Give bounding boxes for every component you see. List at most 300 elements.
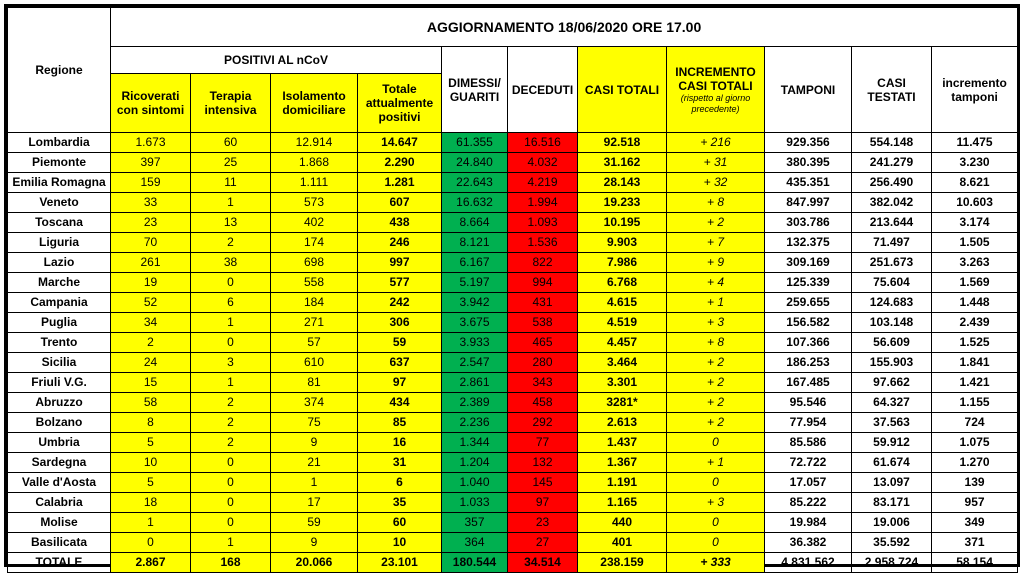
cell-tamponi: 435.351 [765,173,852,193]
cell-regione: Umbria [8,433,111,453]
cell-casi-testati: 61.674 [852,453,932,473]
cell-casi-totali: 6.768 [578,273,667,293]
cell-dimessi: 3.675 [442,313,508,333]
cell-isolamento: 57 [271,333,358,353]
cell-casi-totali: 2.613 [578,413,667,433]
cell-incremento: + 8 [667,193,765,213]
cell-totale-positivi: 97 [358,373,442,393]
cell-isolamento: 1.111 [271,173,358,193]
cell-terapia: 2 [191,413,271,433]
cell-dimessi: 6.167 [442,253,508,273]
cell-totale-positivi: 16 [358,433,442,453]
cell-totale-positivi: 246 [358,233,442,253]
cell-casi-testati: 75.604 [852,273,932,293]
table-row [8,433,1018,453]
cell-totale-positivi: 1.281 [358,173,442,193]
header-terapia: Terapia intensiva [191,74,271,133]
cell-terapia: 2 [191,433,271,453]
cell-deceduti: 1.994 [508,193,578,213]
cell-isolamento: 81 [271,373,358,393]
cell-incremento-tamponi: 8.621 [932,173,1018,193]
cell-regione: Veneto [8,193,111,213]
cell-deceduti: 97 [508,493,578,513]
cell-deceduti: 132 [508,453,578,473]
cell-incremento-tamponi: 1.155 [932,393,1018,413]
cell-deceduti: 23 [508,513,578,533]
cell-terapia: 11 [191,173,271,193]
cell-regione: Basilicata [8,533,111,553]
cell-tamponi: 72.722 [765,453,852,473]
cell-terapia: 0 [191,473,271,493]
cell-tamponi: 85.222 [765,493,852,513]
table-row [8,453,1018,473]
cell-tamponi: 125.339 [765,273,852,293]
cell-deceduti: 1.093 [508,213,578,233]
cell-dimessi: 2.389 [442,393,508,413]
cell-casi-totali: 7.986 [578,253,667,273]
cell-ricoverati: 0 [111,533,191,553]
cell-isolamento: 20.066 [271,553,358,573]
table-row [8,233,1018,253]
cell-dimessi: 1.033 [442,493,508,513]
cell-casi-testati: 59.912 [852,433,932,453]
cell-ricoverati: 15 [111,373,191,393]
cell-terapia: 1 [191,313,271,333]
cell-casi-testati: 241.279 [852,153,932,173]
cell-tamponi: 132.375 [765,233,852,253]
cell-casi-totali: 3.464 [578,353,667,373]
cell-dimessi: 5.197 [442,273,508,293]
cell-totale-positivi: 434 [358,393,442,413]
cell-ricoverati: 2 [111,333,191,353]
covid-report-table-frame [4,4,1020,567]
cell-regione: TOTALE [8,553,111,573]
cell-dimessi: 8.664 [442,213,508,233]
cell-totale-positivi: 59 [358,333,442,353]
cell-totale-positivi: 997 [358,253,442,273]
cell-incremento: 0 [667,473,765,493]
cell-ricoverati: 1 [111,513,191,533]
cell-tamponi: 929.356 [765,133,852,153]
cell-tamponi: 36.382 [765,533,852,553]
cell-terapia: 38 [191,253,271,273]
cell-dimessi: 1.204 [442,453,508,473]
cell-deceduti: 994 [508,273,578,293]
cell-isolamento: 75 [271,413,358,433]
cell-casi-testati: 554.148 [852,133,932,153]
cell-totale-positivi: 438 [358,213,442,233]
cell-totale-positivi: 85 [358,413,442,433]
cell-incremento: + 3 [667,313,765,333]
cell-deceduti: 822 [508,253,578,273]
cell-totale-positivi: 6 [358,473,442,493]
cell-casi-totali: 1.367 [578,453,667,473]
cell-incremento-tamponi: 58.154 [932,553,1018,573]
cell-totale-positivi: 23.101 [358,553,442,573]
cell-casi-totali: 1.191 [578,473,667,493]
cell-dimessi: 2.236 [442,413,508,433]
cell-ricoverati: 397 [111,153,191,173]
cell-incremento-tamponi: 1.448 [932,293,1018,313]
table-row [8,473,1018,493]
cell-incremento: + 2 [667,353,765,373]
header-ricoverati: Ricoverati con sintomi [111,74,191,133]
cell-isolamento: 59 [271,513,358,533]
cell-tamponi: 77.954 [765,413,852,433]
cell-regione: Sardegna [8,453,111,473]
cell-dimessi: 24.840 [442,153,508,173]
cell-dimessi: 1.344 [442,433,508,453]
cell-dimessi: 3.933 [442,333,508,353]
cell-casi-testati: 97.662 [852,373,932,393]
cell-incremento: + 1 [667,453,765,473]
cell-casi-testati: 35.592 [852,533,932,553]
cell-isolamento: 374 [271,393,358,413]
cell-isolamento: 1 [271,473,358,493]
cell-terapia: 0 [191,273,271,293]
table-row [8,193,1018,213]
cell-ricoverati: 23 [111,213,191,233]
table-row [8,153,1018,173]
cell-incremento-tamponi: 1.505 [932,233,1018,253]
cell-deceduti: 4.219 [508,173,578,193]
cell-tamponi: 156.582 [765,313,852,333]
cell-tamponi: 95.546 [765,393,852,413]
cell-incremento: + 1 [667,293,765,313]
cell-regione: Sicilia [8,353,111,373]
cell-incremento: + 2 [667,213,765,233]
cell-isolamento: 573 [271,193,358,213]
cell-incremento: 0 [667,533,765,553]
cell-casi-totali: 1.165 [578,493,667,513]
cell-casi-totali: 4.519 [578,313,667,333]
cell-ricoverati: 70 [111,233,191,253]
cell-ricoverati: 2.867 [111,553,191,573]
cell-incremento-tamponi: 139 [932,473,1018,493]
header-isolamento: Isolamento domiciliare [271,74,358,133]
table-row [8,413,1018,433]
cell-casi-totali: 401 [578,533,667,553]
header-incremento-tamponi: incremento tamponi [932,47,1018,133]
covid-report-table [7,7,1018,573]
cell-regione: Campania [8,293,111,313]
cell-incremento: + 9 [667,253,765,273]
cell-totale-positivi: 637 [358,353,442,373]
cell-totale-positivi: 10 [358,533,442,553]
cell-incremento: + 2 [667,373,765,393]
report-title: AGGIORNAMENTO 18/06/2020 ORE 17.00 [111,8,1018,47]
cell-isolamento: 558 [271,273,358,293]
cell-incremento-tamponi: 3.174 [932,213,1018,233]
cell-deceduti: 16.516 [508,133,578,153]
cell-deceduti: 1.536 [508,233,578,253]
cell-regione: Puglia [8,313,111,333]
cell-ricoverati: 5 [111,433,191,453]
cell-regione: Valle d'Aosta [8,473,111,493]
header-deceduti: DECEDUTI [508,47,578,133]
cell-incremento-tamponi: 1.421 [932,373,1018,393]
cell-regione: Liguria [8,233,111,253]
cell-incremento: + 31 [667,153,765,173]
cell-totale-positivi: 306 [358,313,442,333]
cell-totale-positivi: 2.290 [358,153,442,173]
table-row [8,273,1018,293]
cell-dimessi: 364 [442,533,508,553]
cell-terapia: 0 [191,333,271,353]
cell-deceduti: 4.032 [508,153,578,173]
table-body [8,133,1018,573]
cell-deceduti: 431 [508,293,578,313]
cell-casi-testati: 124.683 [852,293,932,313]
cell-totale-positivi: 31 [358,453,442,473]
cell-isolamento: 21 [271,453,358,473]
cell-regione: Calabria [8,493,111,513]
cell-terapia: 1 [191,193,271,213]
cell-regione: Lazio [8,253,111,273]
cell-incremento: + 2 [667,393,765,413]
cell-incremento-tamponi: 349 [932,513,1018,533]
cell-deceduti: 145 [508,473,578,493]
cell-regione: Piemonte [8,153,111,173]
cell-totale-positivi: 14.647 [358,133,442,153]
cell-terapia: 25 [191,153,271,173]
cell-isolamento: 698 [271,253,358,273]
cell-incremento-tamponi: 1.270 [932,453,1018,473]
total-row [8,553,1018,573]
table-row [8,133,1018,153]
cell-tamponi: 380.395 [765,153,852,173]
cell-casi-totali: 28.143 [578,173,667,193]
cell-casi-testati: 13.097 [852,473,932,493]
cell-regione: Abruzzo [8,393,111,413]
cell-tamponi: 259.655 [765,293,852,313]
cell-incremento-tamponi: 371 [932,533,1018,553]
cell-ricoverati: 58 [111,393,191,413]
cell-isolamento: 610 [271,353,358,373]
cell-casi-testati: 256.490 [852,173,932,193]
cell-ricoverati: 1.673 [111,133,191,153]
cell-incremento: + 216 [667,133,765,153]
cell-deceduti: 34.514 [508,553,578,573]
cell-tamponi: 186.253 [765,353,852,373]
table-row [8,293,1018,313]
cell-dimessi: 2.547 [442,353,508,373]
cell-casi-testati: 64.327 [852,393,932,413]
header-positivi-group: POSITIVI AL nCoV [111,47,442,74]
cell-isolamento: 12.914 [271,133,358,153]
header-totale-positivi: Totale attualmente positivi [358,74,442,133]
cell-casi-testati: 251.673 [852,253,932,273]
table-row [8,353,1018,373]
cell-incremento: + 3 [667,493,765,513]
table-row [8,373,1018,393]
cell-incremento-tamponi: 2.439 [932,313,1018,333]
cell-incremento-tamponi: 1.525 [932,333,1018,353]
cell-deceduti: 458 [508,393,578,413]
cell-incremento-tamponi: 1.569 [932,273,1018,293]
cell-dimessi: 61.355 [442,133,508,153]
cell-terapia: 0 [191,453,271,473]
header-casi-totali: CASI TOTALI [578,47,667,133]
cell-regione: Lombardia [8,133,111,153]
cell-casi-testati: 56.609 [852,333,932,353]
cell-casi-totali: 1.437 [578,433,667,453]
cell-incremento: + 2 [667,413,765,433]
cell-ricoverati: 52 [111,293,191,313]
cell-regione: Molise [8,513,111,533]
cell-incremento: + 32 [667,173,765,193]
cell-tamponi: 847.997 [765,193,852,213]
cell-casi-totali: 4.457 [578,333,667,353]
cell-ricoverati: 5 [111,473,191,493]
cell-casi-totali: 3281* [578,393,667,413]
table-row [8,533,1018,553]
cell-terapia: 13 [191,213,271,233]
cell-dimessi: 2.861 [442,373,508,393]
cell-regione: Bolzano [8,413,111,433]
cell-terapia: 1 [191,533,271,553]
cell-incremento-tamponi: 11.475 [932,133,1018,153]
table-row [8,253,1018,273]
cell-tamponi: 4.831.562 [765,553,852,573]
cell-totale-positivi: 242 [358,293,442,313]
cell-tamponi: 85.586 [765,433,852,453]
cell-deceduti: 77 [508,433,578,453]
cell-dimessi: 16.632 [442,193,508,213]
cell-deceduti: 280 [508,353,578,373]
cell-casi-testati: 37.563 [852,413,932,433]
cell-isolamento: 1.868 [271,153,358,173]
cell-regione: Toscana [8,213,111,233]
cell-deceduti: 343 [508,373,578,393]
cell-terapia: 0 [191,493,271,513]
table-row [8,513,1018,533]
table-row [8,213,1018,233]
cell-incremento: + 8 [667,333,765,353]
cell-deceduti: 292 [508,413,578,433]
cell-incremento-tamponi: 3.230 [932,153,1018,173]
cell-incremento-tamponi: 1.841 [932,353,1018,373]
header-incremento-label: INCREMENTO CASI TOTALI [675,64,756,93]
cell-ricoverati: 261 [111,253,191,273]
cell-totale-positivi: 35 [358,493,442,513]
cell-isolamento: 271 [271,313,358,333]
cell-casi-testati: 103.148 [852,313,932,333]
cell-terapia: 3 [191,353,271,373]
cell-regione: Friuli V.G. [8,373,111,393]
cell-casi-testati: 2.958.724 [852,553,932,573]
cell-terapia: 6 [191,293,271,313]
cell-terapia: 0 [191,513,271,533]
cell-casi-totali: 4.615 [578,293,667,313]
cell-tamponi: 107.366 [765,333,852,353]
cell-deceduti: 27 [508,533,578,553]
header-incremento-note: (rispetto al giorno precedente) [680,92,751,114]
cell-incremento: + 333 [667,553,765,573]
cell-dimessi: 357 [442,513,508,533]
cell-terapia: 1 [191,373,271,393]
header-tamponi: TAMPONI [765,47,852,133]
cell-totale-positivi: 60 [358,513,442,533]
cell-incremento-tamponi: 724 [932,413,1018,433]
cell-ricoverati: 24 [111,353,191,373]
cell-deceduti: 465 [508,333,578,353]
cell-dimessi: 22.643 [442,173,508,193]
cell-incremento: + 4 [667,273,765,293]
table-row [8,393,1018,413]
cell-incremento: 0 [667,513,765,533]
cell-casi-testati: 19.006 [852,513,932,533]
header-dimessi: DIMESSI/ GUARITI [442,47,508,133]
cell-ricoverati: 8 [111,413,191,433]
cell-isolamento: 184 [271,293,358,313]
cell-casi-testati: 382.042 [852,193,932,213]
cell-terapia: 168 [191,553,271,573]
cell-totale-positivi: 577 [358,273,442,293]
cell-terapia: 2 [191,393,271,413]
cell-isolamento: 17 [271,493,358,513]
cell-ricoverati: 34 [111,313,191,333]
cell-isolamento: 9 [271,533,358,553]
table-row [8,313,1018,333]
cell-regione: Trento [8,333,111,353]
cell-casi-totali: 9.903 [578,233,667,253]
cell-casi-totali: 10.195 [578,213,667,233]
cell-deceduti: 538 [508,313,578,333]
cell-casi-testati: 71.497 [852,233,932,253]
cell-incremento: 0 [667,433,765,453]
cell-terapia: 60 [191,133,271,153]
cell-incremento: + 7 [667,233,765,253]
cell-isolamento: 9 [271,433,358,453]
cell-tamponi: 309.169 [765,253,852,273]
cell-casi-totali: 31.162 [578,153,667,173]
cell-ricoverati: 33 [111,193,191,213]
cell-tamponi: 17.057 [765,473,852,493]
cell-terapia: 2 [191,233,271,253]
cell-regione: Marche [8,273,111,293]
header-regione: Regione [8,8,111,133]
cell-dimessi: 8.121 [442,233,508,253]
cell-casi-totali: 92.518 [578,133,667,153]
header-casi-testati: CASI TESTATI [852,47,932,133]
cell-dimessi: 1.040 [442,473,508,493]
cell-incremento-tamponi: 3.263 [932,253,1018,273]
cell-dimessi: 180.544 [442,553,508,573]
cell-tamponi: 19.984 [765,513,852,533]
cell-casi-totali: 3.301 [578,373,667,393]
cell-ricoverati: 159 [111,173,191,193]
table-row [8,493,1018,513]
cell-dimessi: 3.942 [442,293,508,313]
table-row [8,173,1018,193]
cell-ricoverati: 10 [111,453,191,473]
cell-isolamento: 402 [271,213,358,233]
cell-regione: Emilia Romagna [8,173,111,193]
cell-casi-testati: 155.903 [852,353,932,373]
cell-tamponi: 303.786 [765,213,852,233]
cell-incremento-tamponi: 10.603 [932,193,1018,213]
cell-incremento-tamponi: 957 [932,493,1018,513]
cell-casi-totali: 19.233 [578,193,667,213]
cell-tamponi: 167.485 [765,373,852,393]
cell-isolamento: 174 [271,233,358,253]
table-row [8,333,1018,353]
cell-incremento-tamponi: 1.075 [932,433,1018,453]
cell-casi-testati: 83.171 [852,493,932,513]
header-incremento [667,47,765,133]
cell-casi-totali: 238.159 [578,553,667,573]
